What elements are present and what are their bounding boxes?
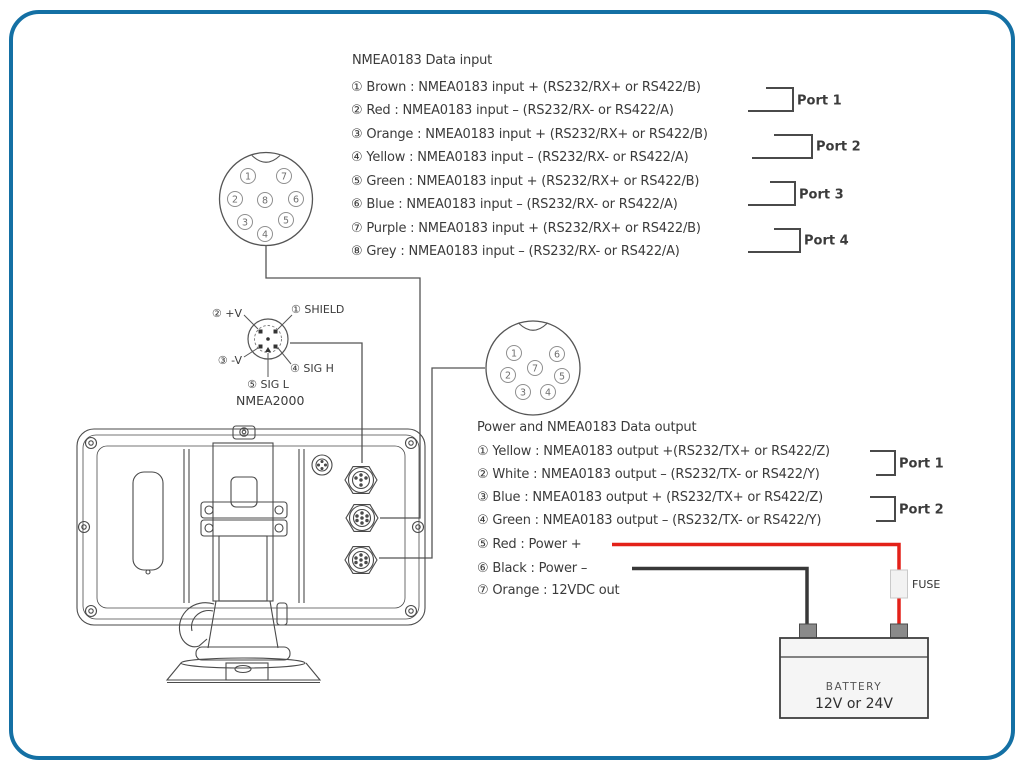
device-stand — [167, 601, 320, 683]
nmea2000-caption: NMEA2000 — [236, 393, 305, 408]
input-port-brackets — [748, 88, 812, 252]
nmea2000-label-minus-v: ③ -V — [217, 354, 242, 367]
input-list-item: ⑦ Purple : NMEA0183 input + (RS232/RX+ or RS422/B) — [351, 221, 701, 236]
pin-number: 1 — [244, 171, 252, 183]
power-plus-wire — [612, 545, 899, 627]
pin-number: 2 — [231, 194, 239, 206]
input-list-item: ⑧ Grey : NMEA0183 input – (RS232/RX- or RS422/A) — [351, 244, 680, 259]
pin-number: 5 — [282, 215, 290, 227]
power-minus-wire — [632, 569, 807, 627]
input-port-labels — [797, 94, 861, 249]
input-port2-label: Port 2 — [816, 139, 861, 155]
input-list-item: ① Brown : NMEA0183 input + (RS232/RX+ or RS422/B) — [351, 80, 701, 95]
pin-number: 7 — [280, 171, 288, 183]
pin-number: 4 — [544, 387, 552, 399]
pin-number: 7 — [531, 363, 539, 375]
output-port-brackets — [870, 451, 895, 521]
output7-leader-line — [379, 368, 485, 558]
input-list-item: ④ Yellow : NMEA0183 input – (RS232/RX- or RS422/A) — [351, 150, 689, 165]
nmea2000-label-plus-v: ② +V — [211, 307, 242, 320]
output-section-title: Power and NMEA0183 Data output — [477, 420, 697, 435]
power-wiring — [612, 545, 940, 719]
output-port2-label: Port 2 — [899, 502, 944, 518]
input-port3-label: Port 3 — [799, 187, 844, 203]
output-list-item: ④ Green : NMEA0183 output – (RS232/TX- or RS422/Y) — [477, 513, 822, 528]
fuse-label: FUSE — [912, 578, 941, 591]
input-list-item: ⑤ Green : NMEA0183 input + (RS232/RX+ or RS422/B) — [351, 174, 700, 189]
nmea2000-label-sig-h: ④ SIG H — [290, 362, 334, 375]
pin-number: 5 — [558, 371, 566, 383]
output-list-item: ⑥ Black : Power – — [477, 561, 588, 576]
pin-number: 8 — [261, 195, 269, 207]
battery-terminal-negative — [800, 624, 817, 639]
input-section-title: NMEA0183 Data input — [352, 53, 493, 68]
fuse — [891, 570, 908, 598]
input-list-item: ② Red : NMEA0183 input – (RS232/RX- or RS422/A) — [351, 103, 674, 118]
output7-connector-diagram — [486, 321, 580, 415]
pin-number: 6 — [553, 349, 561, 361]
output-list-item: ② White : NMEA0183 output – (RS232/TX- or RS422/Y) — [477, 467, 820, 482]
battery — [780, 638, 928, 718]
device-rear-view — [77, 426, 425, 683]
input-port4-label: Port 4 — [804, 233, 849, 249]
device-left-slot — [133, 472, 163, 574]
nmea2000-label-sig-l: ⑤ SIG L — [247, 378, 289, 391]
pin-number: 1 — [510, 348, 518, 360]
input-port1-label: Port 1 — [797, 93, 842, 109]
output-list-item: ⑦ Orange : 12VDC out — [477, 583, 620, 598]
pin-number: 2 — [504, 370, 512, 382]
output-port1-label: Port 1 — [899, 456, 944, 472]
device-top-tab — [233, 426, 255, 439]
input-list-item: ⑥ Blue : NMEA0183 input – (RS232/RX- or RS422/A) — [351, 197, 678, 212]
input-list-item: ③ Orange : NMEA0183 input + (RS232/RX+ or RS422/B) — [351, 127, 708, 142]
output-list-item: ③ Blue : NMEA0183 output + (RS232/TX+ or RS422/Z) — [477, 490, 824, 505]
pin-number: 3 — [519, 387, 527, 399]
input8-leader-line — [266, 246, 420, 518]
device-screws — [79, 438, 424, 617]
pin-number: 4 — [261, 229, 269, 241]
nmea2000-label-shield: ① SHIELD — [291, 303, 345, 316]
device-mount-bracket — [184, 443, 304, 603]
battery-voltage-label: 12V or 24V — [814, 696, 894, 712]
pin-number: 6 — [292, 194, 300, 206]
input8-connector-diagram — [220, 153, 313, 246]
nmea2000-connector-diagram — [212, 303, 345, 408]
output-list-item: ⑤ Red : Power + — [477, 537, 582, 552]
battery-terminal-positive — [891, 624, 908, 639]
device-round-knob — [312, 455, 332, 475]
output-port-labels — [899, 457, 944, 518]
pin-number: 3 — [241, 217, 249, 229]
device-socket-power-output — [345, 547, 377, 574]
device-socket-nmea2000 — [345, 467, 377, 494]
battery-name-label: BATTERY — [825, 681, 883, 693]
output-list-item: ① Yellow : NMEA0183 output +(RS232/TX+ or RS422/Z) — [477, 444, 830, 459]
device-socket-data-input — [346, 505, 378, 532]
